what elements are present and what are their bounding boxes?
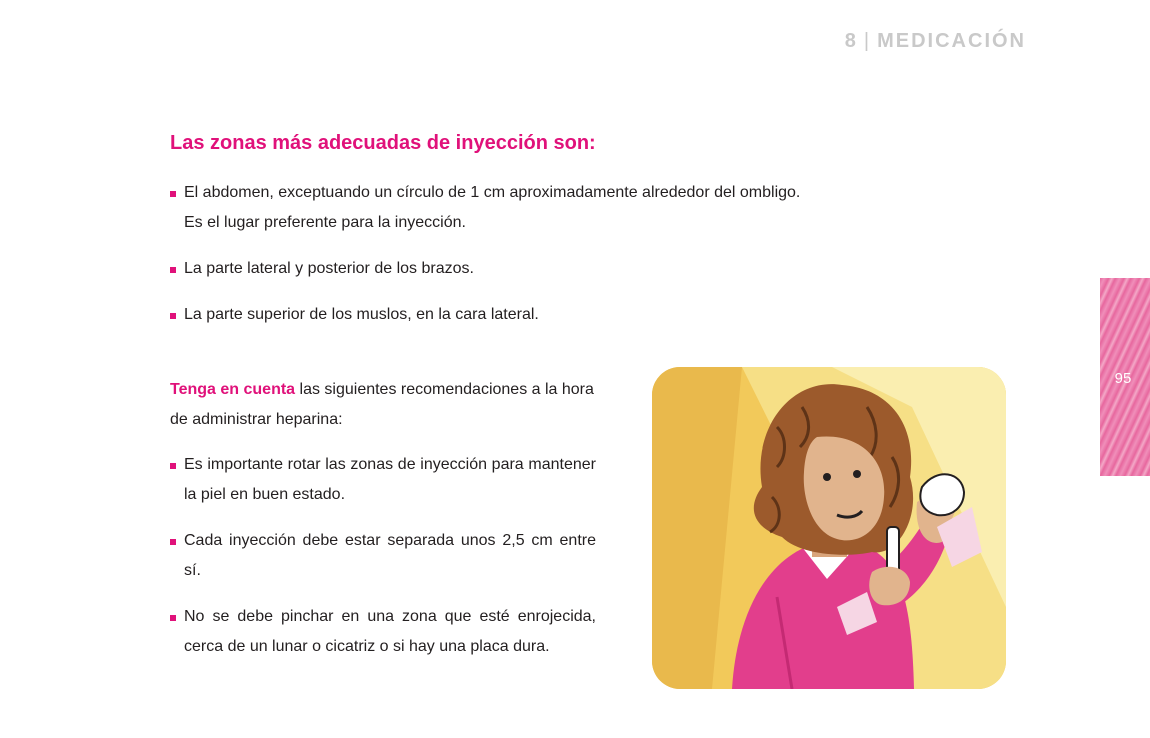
list-item-line: La parte superior de los muslos, en la cara lateral. <box>184 306 539 323</box>
bullet-icon <box>170 313 176 319</box>
injection-zones-list <box>170 178 890 346</box>
recommendations-intro <box>170 375 600 435</box>
list-item <box>170 526 596 586</box>
page-number-tab <box>1100 278 1150 476</box>
woman-with-syringe-illustration <box>652 367 1006 689</box>
bullet-icon <box>170 463 176 469</box>
chapter-header <box>800 30 1026 53</box>
intro-text: las siguientes recomendaciones a la hora de administrar heparina: <box>170 381 594 428</box>
list-item-line: La parte lateral y posterior de los brazos. <box>184 260 474 277</box>
bullet-icon <box>170 191 176 197</box>
list-item <box>170 178 890 238</box>
header-separator: | <box>863 30 872 52</box>
section-title: Las zonas más adecuadas de inyección son: <box>170 132 596 154</box>
list-item <box>170 254 890 284</box>
list-item-text: Cada inyección debe estar separada unos 2,5 cm entre sí. <box>184 532 596 579</box>
page-number: 95 <box>1114 370 1132 387</box>
bullet-icon <box>170 267 176 273</box>
list-item-text: Es importante rotar las zonas de inyección para mantener la piel en buen estado. <box>184 456 596 503</box>
recommendations-list <box>170 450 596 678</box>
chapter-title: MEDICACIÓN <box>877 30 1026 52</box>
list-item-line: El abdomen, exceptuando un círculo de 1 cm aproximadamente alrededor del ombligo. <box>184 184 801 201</box>
intro-highlight: Tenga en cuenta <box>170 381 296 398</box>
list-item <box>170 450 596 510</box>
list-item <box>170 300 890 330</box>
list-item-text: No se debe pinchar en una zona que esté enrojecida, cerca de un lunar o cicatriz o si hay una placa dura. <box>184 608 596 655</box>
bullet-icon <box>170 615 176 621</box>
list-item <box>170 602 596 662</box>
bullet-icon <box>170 539 176 545</box>
list-item-line: Es el lugar preferente para la inyección. <box>184 214 466 231</box>
chapter-number: 8 <box>844 30 858 52</box>
